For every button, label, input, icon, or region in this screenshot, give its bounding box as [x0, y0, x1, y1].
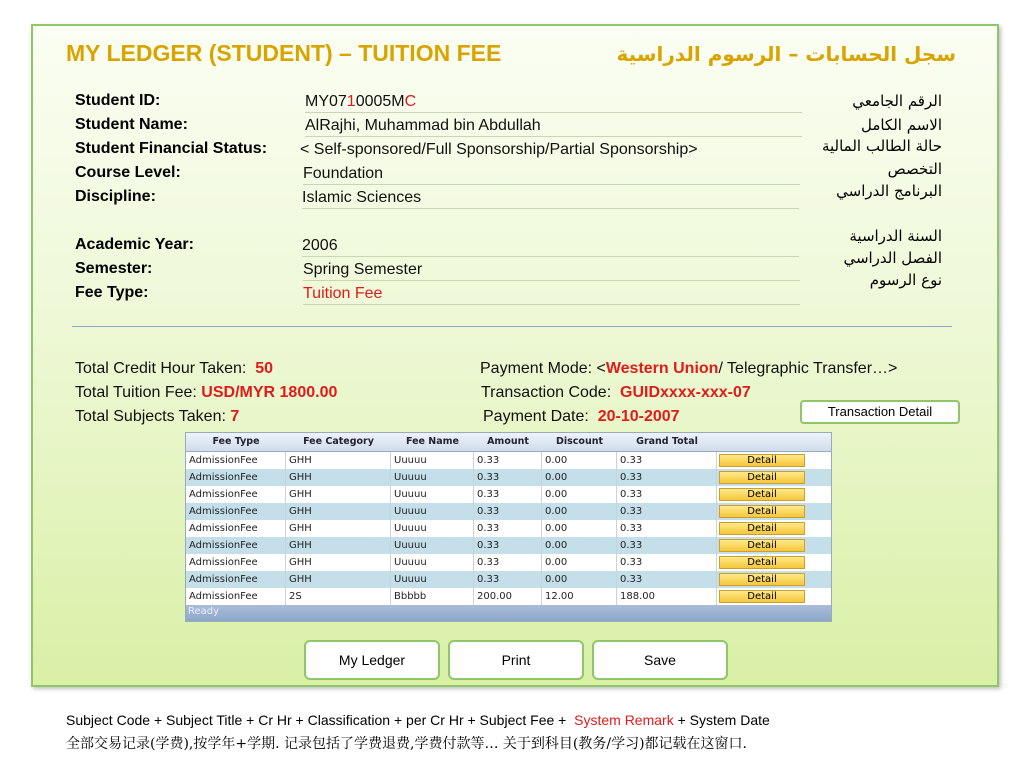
student-id-label: Student ID: — [75, 92, 161, 109]
student-id-arabic: الرقم الجامعي — [852, 92, 942, 110]
academic-year-label: Academic Year: — [75, 236, 194, 253]
student-name-arabic: الاسم الكامل — [860, 116, 942, 134]
table-cell: Bbbbb — [391, 588, 474, 605]
financial-status-arabic: حالة الطالب المالية — [821, 137, 942, 155]
course-level-label: Course Level: — [75, 164, 181, 181]
table-cell: 0.00 — [542, 469, 617, 486]
table-cell: 188.00 — [617, 588, 717, 605]
financial-status-value: < Self-sponsored/Full Sponsorship/Partial Sponsorship> — [300, 141, 698, 158]
footnote-line-2: 全部交易记录(学费),按学年+学期. 记录包括了学费退费,学费付款等… 关于到科目(教务/学习)都记载在这窗口. — [66, 736, 747, 752]
table-cell: AdmissionFee — [186, 537, 286, 554]
financial-status-label: Student Financial Status: — [75, 140, 268, 157]
table-cell: 0.33 — [617, 452, 717, 469]
page-title: MY LEDGER (STUDENT) – TUITION FEE — [66, 40, 502, 66]
semester-value: Spring Semester — [303, 260, 800, 281]
table-row[interactable] — [186, 520, 831, 537]
row-detail-button[interactable]: Detail — [719, 454, 805, 467]
tuition-fee-value: USD/MYR 1800.00 — [201, 384, 338, 401]
table-cell: 0.33 — [617, 469, 717, 486]
semester-label: Semester: — [75, 260, 153, 277]
discipline-label: Discipline: — [75, 188, 156, 205]
payment-date: Payment Date: 20-10-2007 — [483, 408, 680, 425]
table-cell: 0.33 — [474, 554, 542, 571]
table-cell: GHH — [286, 571, 391, 588]
table-cell: GHH — [286, 520, 391, 537]
table-cell: AdmissionFee — [186, 571, 286, 588]
table-cell: Uuuuu — [391, 452, 474, 469]
table-cell: AdmissionFee — [186, 588, 286, 605]
transaction-detail-button[interactable]: Transaction Detail — [800, 400, 960, 424]
print-button[interactable]: Print — [448, 640, 584, 680]
subjects-value: 7 — [230, 408, 240, 425]
table-row[interactable] — [186, 503, 831, 520]
tuition-fee-summary: Total Tuition Fee: USD/MYR 1800.00 — [75, 384, 338, 401]
payment-mode: Payment Mode: <Western Union/ Telegraphic Transfer…> — [480, 360, 898, 377]
table-cell: AdmissionFee — [186, 520, 286, 537]
table-cell: 0.33 — [474, 486, 542, 503]
table-cell: GHH — [286, 554, 391, 571]
col-fee-category[interactable]: Fee Category — [303, 436, 374, 447]
academic-year-arabic: السنة الدراسية — [849, 227, 942, 245]
table-cell: AdmissionFee — [186, 486, 286, 503]
semester-arabic: الفصل الدراسي — [843, 249, 942, 267]
fee-grid — [185, 432, 832, 622]
table-cell: Uuuuu — [391, 469, 474, 486]
page-title-arabic: سجل الحسابات – الرسوم الدراسية — [616, 42, 956, 66]
table-cell: AdmissionFee — [186, 452, 286, 469]
credit-hours-value: 50 — [255, 360, 274, 377]
table-cell: 0.33 — [474, 503, 542, 520]
table-cell: GHH — [286, 503, 391, 520]
subjects-summary: Total Subjects Taken: 7 — [75, 408, 240, 425]
table-row[interactable] — [186, 537, 831, 554]
table-cell: Uuuuu — [391, 571, 474, 588]
table-cell: 0.33 — [474, 537, 542, 554]
table-cell: 0.00 — [542, 571, 617, 588]
table-row[interactable] — [186, 452, 831, 469]
row-detail-button[interactable]: Detail — [719, 556, 805, 569]
table-cell: 200.00 — [474, 588, 542, 605]
academic-year-value: 2006 — [302, 236, 799, 257]
course-level-value: Foundation — [303, 164, 800, 185]
table-cell: 12.00 — [542, 588, 617, 605]
table-cell: GHH — [286, 537, 391, 554]
table-cell: AdmissionFee — [186, 554, 286, 571]
col-amount[interactable]: Amount — [487, 436, 529, 447]
table-cell: AdmissionFee — [186, 469, 286, 486]
table-cell: 0.00 — [542, 537, 617, 554]
row-detail-button[interactable]: Detail — [719, 505, 805, 518]
table-cell: 0.33 — [474, 452, 542, 469]
student-name-label: Student Name: — [75, 116, 188, 133]
table-row[interactable] — [186, 469, 831, 486]
table-cell: 0.33 — [474, 520, 542, 537]
transaction-code: Transaction Code: GUIDxxxx-xxx-07 — [481, 384, 751, 401]
table-cell: 0.33 — [617, 537, 717, 554]
row-detail-button[interactable]: Detail — [719, 590, 805, 603]
col-fee-name[interactable]: Fee Name — [405, 436, 459, 447]
grid-header — [186, 433, 831, 452]
discipline-arabic: البرنامج الدراسي — [836, 182, 942, 200]
table-cell: Uuuuu — [391, 554, 474, 571]
row-detail-button[interactable]: Detail — [719, 522, 805, 535]
row-detail-button[interactable]: Detail — [719, 488, 805, 501]
fee-type-label: Fee Type: — [75, 284, 149, 301]
row-detail-button[interactable]: Detail — [719, 573, 805, 586]
table-cell: Uuuuu — [391, 503, 474, 520]
save-button[interactable]: Save — [592, 640, 728, 680]
student-name-value: AlRajhi, Muhammad bin Abdullah — [305, 116, 802, 137]
col-grand-total[interactable]: Grand Total — [636, 436, 698, 447]
footnote-line-1: Subject Code + Subject Title + Cr Hr + Classification + per Cr Hr + Subject Fee + System Remark + System Date — [66, 712, 770, 728]
table-cell: 0.00 — [542, 520, 617, 537]
table-cell: Uuuuu — [391, 486, 474, 503]
col-fee-type[interactable]: Fee Type — [212, 436, 260, 447]
table-cell: Uuuuu — [391, 520, 474, 537]
table-row[interactable] — [186, 486, 831, 503]
discipline-value: Islamic Sciences — [302, 188, 799, 209]
table-cell: 0.33 — [617, 520, 717, 537]
row-detail-button[interactable]: Detail — [719, 471, 805, 484]
row-detail-button[interactable]: Detail — [719, 539, 805, 552]
table-cell: 0.00 — [542, 554, 617, 571]
fee-type-arabic: نوع الرسوم — [869, 271, 942, 289]
table-row[interactable] — [186, 588, 831, 605]
credit-hours-summary: Total Credit Hour Taken: 50 — [75, 360, 274, 377]
table-cell: AdmissionFee — [186, 503, 286, 520]
table-cell: GHH — [286, 469, 391, 486]
table-cell: 0.00 — [542, 486, 617, 503]
table-cell: 0.00 — [542, 452, 617, 469]
table-row[interactable] — [186, 571, 831, 588]
table-cell: 0.33 — [617, 571, 717, 588]
table-cell: 0.00 — [542, 503, 617, 520]
table-cell: 2S — [286, 588, 391, 605]
table-cell: 0.33 — [617, 554, 717, 571]
col-discount[interactable]: Discount — [555, 436, 604, 447]
table-row[interactable] — [186, 554, 831, 571]
my-ledger-button[interactable]: My Ledger — [304, 640, 440, 680]
student-id-value: MY0710005MC — [305, 92, 802, 113]
table-cell: GHH — [286, 486, 391, 503]
section-divider — [72, 326, 952, 327]
table-cell: GHH — [286, 452, 391, 469]
table-cell: 0.33 — [617, 486, 717, 503]
table-cell: 0.33 — [474, 571, 542, 588]
table-cell: 0.33 — [617, 503, 717, 520]
table-cell: Uuuuu — [391, 537, 474, 554]
course-level-arabic: التخصص — [887, 160, 942, 178]
table-cell: 0.33 — [474, 469, 542, 486]
grid-status-bar: Ready — [186, 605, 831, 622]
fee-type-value: Tuition Fee — [303, 284, 800, 305]
